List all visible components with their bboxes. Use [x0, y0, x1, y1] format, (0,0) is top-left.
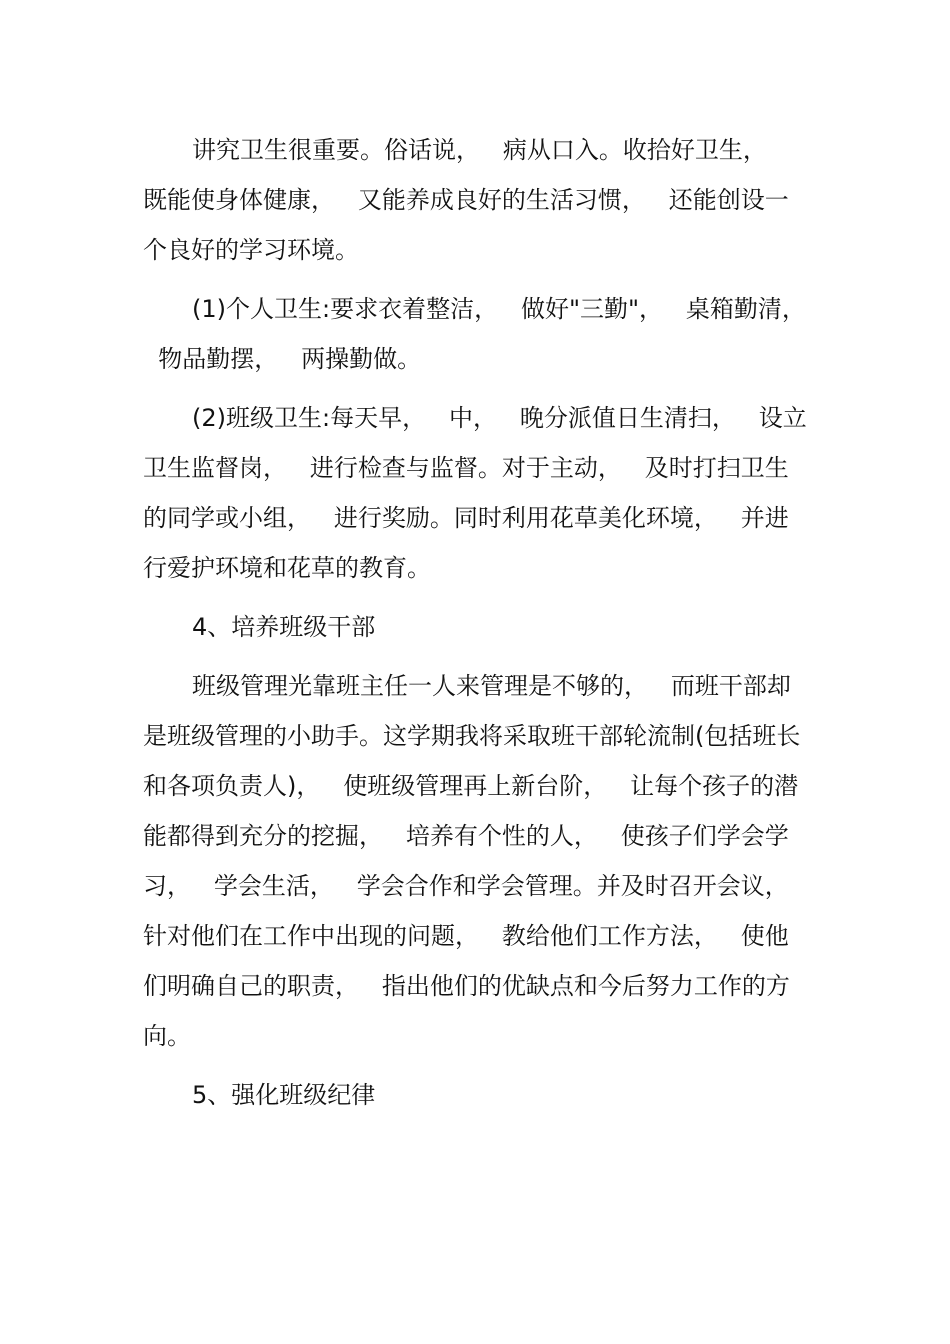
- text-line: 能都得到充分的挖掘， 培养有个性的人， 使孩子们学会学: [143, 822, 789, 850]
- section-heading: 5、强化班级纪律: [192, 1081, 376, 1109]
- text-line: 针对他们在工作中出现的问题， 教给他们工作方法， 使他: [143, 922, 789, 950]
- text-line: 是班级管理的小助手。这学期我将采取班干部轮流制(包括班长: [143, 722, 801, 750]
- text-line: 既能使身体健康， 又能养成良好的生活习惯， 还能创设一: [143, 186, 789, 214]
- text-line: 班级管理光靠班主任一人来管理是不够的， 而班干部却: [192, 672, 791, 700]
- section-heading: 4、培养班级干部: [192, 613, 376, 641]
- text-line: (2)班级卫生:每天早， 中， 晚分派值日生清扫， 设立: [192, 404, 807, 432]
- text-line: 卫生监督岗， 进行检查与监督。对于主动， 及时打扫卫生: [143, 454, 789, 482]
- text-line: 和各项负责人)， 使班级管理再上新台阶， 让每个孩子的潜: [143, 772, 799, 800]
- text-line: 行爱护环境和花草的教育。: [143, 554, 431, 582]
- text-line: 向。: [143, 1022, 191, 1050]
- text-line: 们明确自己的职责， 指出他们的优缺点和今后努力工作的方: [143, 972, 790, 1000]
- text-line: (1)个人卫生:要求衣着整洁， 做好"三勤"， 桌箱勤清，: [192, 295, 806, 323]
- text-line: 物品勤摆， 两操勤做。: [143, 345, 422, 373]
- text-line: 的同学或小组， 进行奖励。同时利用花草美化环境， 并进: [143, 504, 789, 532]
- text-line: 讲究卫生很重要。俗话说， 病从口入。收拾好卫生，: [192, 136, 767, 164]
- text-line: 习， 学会生活， 学会合作和学会管理。并及时召开会议，: [143, 872, 789, 900]
- text-line: 个良好的学习环境。: [143, 236, 359, 264]
